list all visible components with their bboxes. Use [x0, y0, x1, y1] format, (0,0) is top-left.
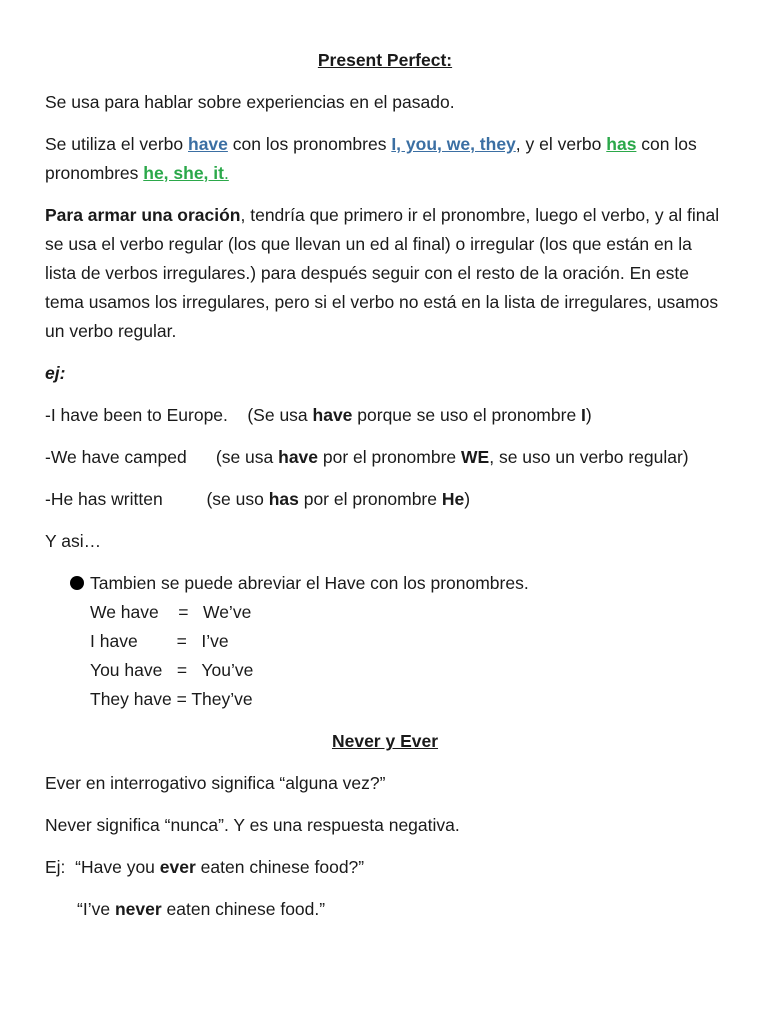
- ever-definition: Ever en interrogativo significa “alguna vez?”: [45, 773, 386, 793]
- structure-heading: Para armar una oración: [45, 205, 241, 225]
- text-segment: con los pronombres: [227, 134, 392, 154]
- y-asi-line: Y asi…: [45, 531, 102, 551]
- section-subtitle: Never y Ever: [331, 731, 439, 751]
- contraction-line: They have = They’ve: [90, 689, 253, 709]
- examples-label: ej:: [45, 363, 66, 383]
- contractions-bullet: [45, 569, 725, 714]
- example-line: -He has written (se uso has por el pronombre He): [45, 489, 471, 509]
- bullet-text: Tambien se puede abreviar el Have con los pronombres.: [90, 573, 529, 593]
- contraction-line: I have = I’ve: [90, 631, 229, 651]
- pronouns-has: he, she, it: [143, 163, 224, 183]
- pronouns-have: I, you, we, they: [391, 134, 516, 154]
- paragraph-structure: [45, 201, 725, 346]
- document-body: [45, 46, 725, 937]
- contraction-line: We have = We’ve: [90, 602, 252, 622]
- example-answer: “I’ve never eaten chinese food.”: [77, 899, 326, 919]
- text-segment: Se utiliza el verbo: [45, 134, 188, 154]
- example-line: -I have been to Europe. (Se usa have porque se uso el pronombre I): [45, 405, 592, 425]
- text-segment: .: [223, 163, 229, 183]
- text-segment: , y el verbo: [515, 134, 607, 154]
- paragraph-verbs: [45, 130, 725, 188]
- bullet-icon: [70, 576, 84, 590]
- contraction-line: You have = You’ve: [90, 660, 254, 680]
- never-definition: Never significa “nunca”. Y es una respuesta negativa.: [45, 815, 460, 835]
- verb-have: have: [188, 134, 228, 154]
- verb-has: has: [606, 134, 637, 154]
- structure-text: , tendría que primero ir el pronombre, luego el verbo, y al final se usa el verbo regular (los que llevan un ed al final) o irregular (los que están en la lista de verbos irregulares.) para después seguir con el resto de la oración. En este tema usamos los irregulares, pero si el verbo no está en la lista de irregulares, usamos un verbo regular.: [45, 205, 720, 341]
- text-segment: con los pronombres: [45, 134, 697, 183]
- example-question: Ej: “Have you ever eaten chinese food?”: [45, 857, 365, 877]
- page-title: Present Perfect:: [317, 50, 453, 70]
- paragraph-usage: Se usa para hablar sobre experiencias en el pasado.: [45, 92, 455, 112]
- example-line: -We have camped (se usa have por el pronombre WE, se uso un verbo regular): [45, 447, 689, 467]
